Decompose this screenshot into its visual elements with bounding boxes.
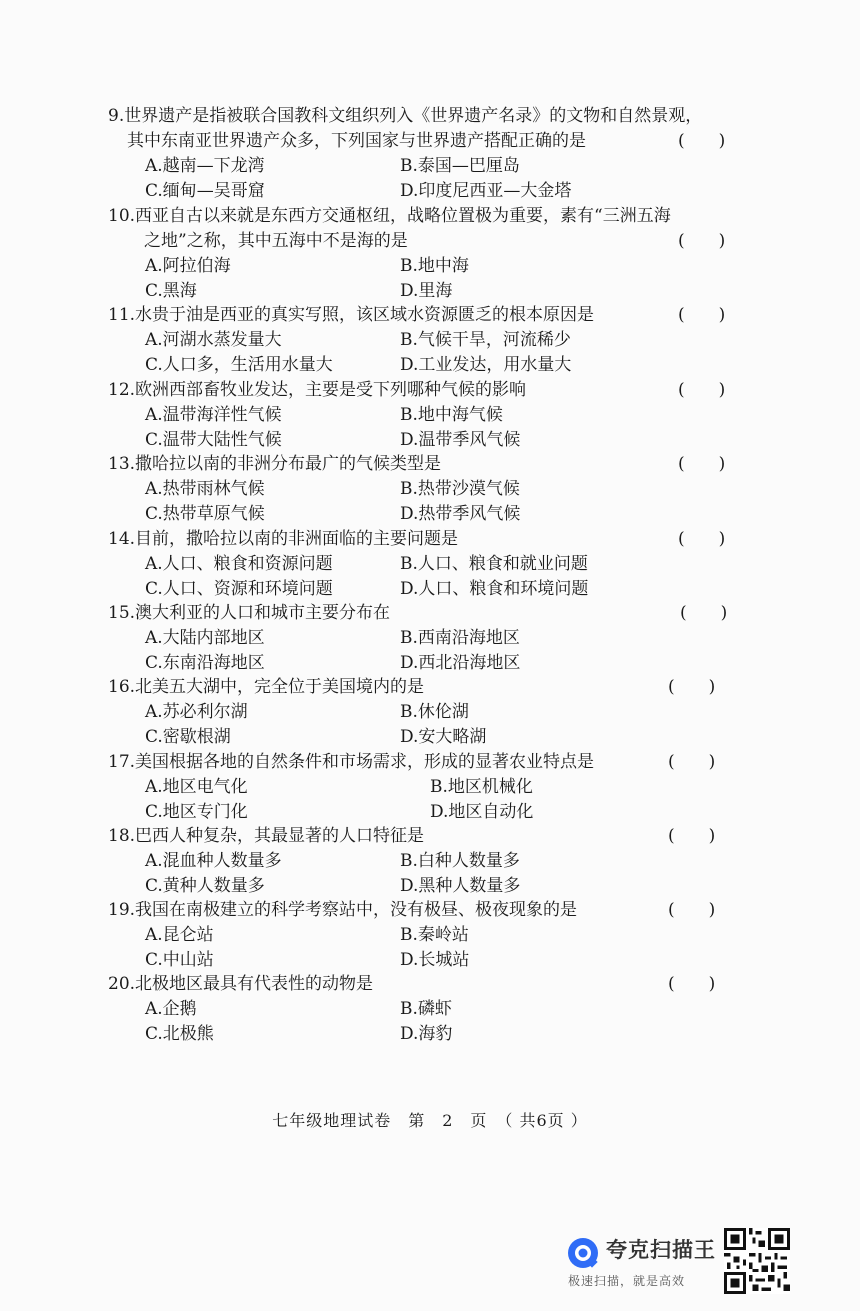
answer-blank: ( ) bbox=[678, 380, 726, 400]
answer-blank: ( ) bbox=[668, 900, 716, 920]
answer-blank: ( ) bbox=[668, 974, 716, 994]
option-d: D.地区自动化 bbox=[430, 802, 534, 822]
option-a: A.大陆内部地区 bbox=[145, 628, 265, 648]
option-b: B.白种人数量多 bbox=[400, 851, 520, 871]
question-stem: 13.撒哈拉以南的非洲分布最广的气候类型是 bbox=[108, 454, 442, 474]
option-c: C.温带大陆性气候 bbox=[145, 430, 282, 450]
question-16 bbox=[108, 675, 748, 750]
answer-blank: ( ) bbox=[668, 752, 716, 772]
question-15 bbox=[108, 601, 748, 676]
answer-blank: ( ) bbox=[678, 305, 726, 325]
option-a: A.热带雨林气候 bbox=[145, 479, 265, 499]
answer-blank: ( ) bbox=[668, 677, 716, 697]
question-stem: 9.世界遗产是指被联合国教科文组织列入《世界遗产名录》的文物和自然景观， bbox=[108, 106, 703, 126]
option-a: A.阿拉伯海 bbox=[145, 256, 231, 276]
option-c: C.地区专门化 bbox=[145, 802, 248, 822]
question-17 bbox=[108, 750, 748, 825]
option-b: B.休伦湖 bbox=[400, 702, 469, 722]
option-d: D.人口、粮食和环境问题 bbox=[400, 579, 589, 599]
answer-blank: ( ) bbox=[678, 529, 726, 549]
option-b: B.地区机械化 bbox=[430, 777, 533, 797]
question-stem: 16.北美五大湖中，完全位于美国境内的是 bbox=[108, 677, 425, 697]
option-b: B.磷虾 bbox=[400, 999, 452, 1019]
option-b: B.人口、粮食和就业问题 bbox=[400, 554, 588, 574]
option-d: D.印度尼西亚—大金塔 bbox=[400, 181, 572, 201]
option-b: B.气候干旱，河流稀少 bbox=[400, 330, 571, 350]
option-b: B.地中海气候 bbox=[400, 405, 503, 425]
option-a: A.温带海洋性气候 bbox=[145, 405, 282, 425]
option-d: D.安大略湖 bbox=[400, 727, 487, 747]
question-stem: 之地”之称，其中五海中不是海的是 bbox=[144, 231, 408, 251]
question-9 bbox=[108, 104, 748, 204]
option-a: A.越南—下龙湾 bbox=[145, 156, 265, 176]
option-d: D.海豹 bbox=[400, 1024, 453, 1044]
option-c: C.缅甸—吴哥窟 bbox=[145, 181, 265, 201]
option-a: A.混血种人数量多 bbox=[145, 851, 282, 871]
option-c: C.黑海 bbox=[145, 281, 197, 301]
brand-name: 夸克扫描王 bbox=[606, 1238, 716, 1262]
question-11 bbox=[108, 303, 748, 378]
question-12 bbox=[108, 378, 748, 453]
answer-blank: ( ) bbox=[668, 826, 716, 846]
question-stem: 14.目前，撒哈拉以南的非洲面临的主要问题是 bbox=[108, 529, 459, 549]
question-13 bbox=[108, 452, 748, 527]
option-a: A.地区电气化 bbox=[145, 777, 248, 797]
question-14 bbox=[108, 527, 748, 602]
question-18 bbox=[108, 824, 748, 899]
question-stem: 15.澳大利亚的人口和城市主要分布在 bbox=[108, 603, 391, 623]
option-c: C.中山站 bbox=[145, 950, 214, 970]
option-d: D.黑种人数量多 bbox=[400, 876, 521, 896]
option-a: A.企鹅 bbox=[145, 999, 197, 1019]
option-a: A.人口、粮食和资源问题 bbox=[145, 554, 333, 574]
question-stem: 10.西亚自古以来就是东西方交通枢纽，战略位置极为重要，素有“三洲五海 bbox=[108, 206, 671, 226]
option-d: D.里海 bbox=[400, 281, 453, 301]
question-stem: 18.巴西人种复杂，其最显著的人口特征是 bbox=[108, 826, 425, 846]
option-d: D.长城站 bbox=[400, 950, 470, 970]
question-stem: 12.欧洲西部畜牧业发达，主要是受下列哪种气候的影响 bbox=[108, 380, 527, 400]
option-d: D.工业发达，用水量大 bbox=[400, 355, 572, 375]
option-c: C.热带草原气候 bbox=[145, 504, 265, 524]
answer-blank: ( ) bbox=[680, 603, 728, 623]
option-b: B.热带沙漠气候 bbox=[400, 479, 520, 499]
option-a: A.河湖水蒸发量大 bbox=[145, 330, 282, 350]
option-c: C.人口、资源和环境问题 bbox=[145, 579, 333, 599]
answer-blank: ( ) bbox=[678, 131, 726, 151]
option-b: B.地中海 bbox=[400, 256, 469, 276]
option-b: B.泰国—巴厘岛 bbox=[400, 156, 520, 176]
question-19 bbox=[108, 898, 748, 973]
answer-blank: ( ) bbox=[678, 231, 726, 251]
qr-code-icon bbox=[724, 1228, 790, 1294]
option-a: A.苏必利尔湖 bbox=[145, 702, 248, 722]
quark-logo-icon bbox=[566, 1236, 600, 1270]
page-footer: 七年级地理试卷 第 2 页 （ 共6页 ） bbox=[272, 1111, 588, 1130]
question-stem: 其中东南亚世界遗产众多，下列国家与世界遗产搭配正确的是 bbox=[127, 131, 586, 151]
answer-blank: ( ) bbox=[678, 454, 726, 474]
question-20 bbox=[108, 972, 748, 1047]
option-c: C.人口多，生活用水量大 bbox=[145, 355, 333, 375]
option-c: C.北极熊 bbox=[145, 1024, 214, 1044]
option-d: D.热带季风气候 bbox=[400, 504, 521, 524]
question-stem: 11.水贵于油是西亚的真实写照，该区域水资源匮乏的根本原因是 bbox=[108, 305, 595, 325]
option-c: C.黄种人数量多 bbox=[145, 876, 265, 896]
question-stem: 17.美国根据各地的自然条件和市场需求，形成的显著农业特点是 bbox=[108, 752, 595, 772]
question-10 bbox=[108, 204, 748, 304]
option-c: C.密歇根湖 bbox=[145, 727, 231, 747]
option-d: D.西北沿海地区 bbox=[400, 653, 521, 673]
option-d: D.温带季风气候 bbox=[400, 430, 521, 450]
scanner-watermark bbox=[566, 1228, 796, 1298]
question-stem: 20.北极地区最具有代表性的动物是 bbox=[108, 974, 374, 994]
option-c: C.东南沿海地区 bbox=[145, 653, 265, 673]
question-stem: 19.我国在南极建立的科学考察站中，没有极昼、极夜现象的是 bbox=[108, 900, 578, 920]
option-b: B.西南沿海地区 bbox=[400, 628, 520, 648]
option-b: B.秦岭站 bbox=[400, 925, 469, 945]
brand-slogan: 极速扫描，就是高效 bbox=[568, 1274, 686, 1288]
option-a: A.昆仑站 bbox=[145, 925, 214, 945]
